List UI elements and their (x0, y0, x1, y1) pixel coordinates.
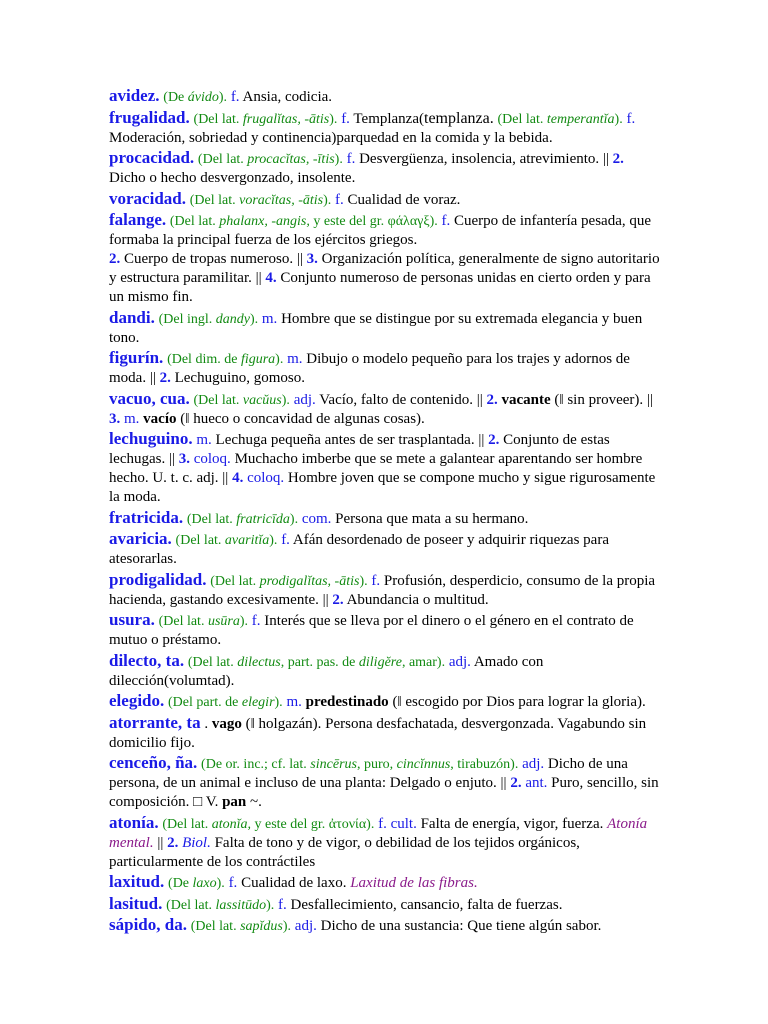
etymology-term: lassitūdo (215, 897, 267, 913)
etymology-term (212, 817, 251, 832)
etymology-text: ). (282, 919, 292, 934)
definition-text: Afán desordenado de poseer y adquirir riquezas para atesorarlas. (109, 532, 609, 567)
dictionary-entry (109, 348, 661, 388)
etymology-term: temperantĭa (546, 111, 615, 127)
etymology-term (236, 512, 290, 527)
etymology-term (208, 614, 240, 629)
etymology-term: diligĕre (358, 654, 402, 670)
grammar-label: m. (287, 351, 303, 367)
dictionary-entry (109, 915, 661, 936)
etymology-text: (Del lat. (186, 511, 237, 527)
entry-headword: prodigalidad. (109, 569, 207, 589)
grammar-label: f. (228, 875, 238, 891)
grammar-label: m. (196, 432, 212, 448)
etymology-text: (Del lat. (158, 614, 208, 629)
definition-text: Abundancia o multitud. (343, 591, 489, 608)
grammar-label: ant. (525, 775, 548, 791)
etymology-text: (Del lat. (193, 111, 243, 127)
entry-headword: fratricida. (109, 507, 184, 527)
grammar-label: m. (286, 694, 302, 710)
definition-text: Cuerpo de tropas numeroso. || (120, 251, 307, 267)
etymology-text: , part. pas. de (280, 654, 359, 670)
entry-headword: frugalidad. (109, 107, 190, 127)
entry-headword: atorrante, ta (109, 712, 201, 732)
grammar-label: f. (378, 815, 387, 832)
dictionary-entry (109, 813, 661, 872)
sense-number: 3. (306, 251, 318, 267)
entry-headword: elegido. (109, 691, 165, 710)
etymology-text: (Del lat. (162, 816, 212, 832)
etymology-term (216, 898, 267, 913)
etymology-text: ). (329, 111, 338, 127)
etymology-term (247, 152, 334, 167)
definition-text: (‖ hueco o concavidad de algunas cosas). (176, 410, 425, 427)
dictionary-entry (109, 189, 661, 210)
etymology-text: y este del gr. φάλαγξ). (309, 214, 438, 229)
definition-text: Interés que se lleva por el dinero o el género en el contrato de mutuo o préstamo. (109, 613, 634, 648)
etymology-term (216, 312, 250, 327)
etymology-term: fratricīda (236, 511, 290, 527)
grammar-label: m. (261, 310, 278, 327)
dictionary-entry (109, 570, 661, 610)
definition-text: Dicho o hecho desvergonzado, insolente. (109, 170, 356, 186)
grammar-label: f. (371, 572, 381, 589)
etymology-text: ). (269, 533, 278, 548)
definition-text: Templanza( (349, 110, 424, 127)
sense-number: 2. (510, 775, 522, 791)
etymology-text: ). (218, 90, 228, 105)
grammar-label: adj. (294, 918, 317, 934)
grammar-label: f. (230, 89, 240, 105)
dictionary-entry (109, 508, 661, 529)
etymology-term (219, 214, 310, 229)
cross-reference: pan (222, 794, 247, 810)
definition-text: Falta de energía, vigor, fuerza. (416, 815, 608, 832)
etymology-term (242, 695, 275, 710)
etymology-term: sapĭdus (240, 919, 283, 934)
sense-number: 3. (109, 410, 121, 427)
cross-reference: vago (211, 715, 242, 732)
grammar-label: f. (335, 191, 344, 208)
entry-headword: lechuguino. (109, 429, 193, 448)
etymology-term: atonĭa, (211, 816, 251, 832)
etymology-term (240, 919, 283, 934)
definition-text: Moderación, sobriedad y continencia)parquedad en la comida y la bebida. (109, 129, 553, 146)
grammar-label: f. (341, 110, 350, 127)
etymology-term: vacŭus (242, 392, 282, 408)
etymology-text: , amar). (401, 654, 446, 670)
etymology-term (547, 112, 615, 127)
etymology-term (243, 393, 282, 408)
entry-headword: vacuo, cua. (109, 388, 190, 408)
etymology-text: (Del lat. (166, 897, 216, 913)
definition-text: Organización política, generalmente de signo autoritario y estructura paramilitar. || (109, 251, 660, 286)
etymology-text: (Del lat. (187, 654, 238, 670)
example-phrase: Laxitud de las fibras. (350, 875, 478, 891)
cross-reference: predestinado (305, 694, 389, 710)
entry-headword: falange. (109, 210, 167, 229)
dictionary-entry (109, 86, 661, 107)
etymology-term (359, 655, 402, 670)
entry-headword: avaricia. (109, 529, 172, 548)
grammar-label: f. (278, 896, 287, 913)
grammar-label: f. (441, 213, 451, 229)
etymology-text: (Del ingl. (158, 311, 216, 327)
etymology-text: (Del lat. (169, 214, 220, 229)
etymology-term: prodigalĭtas, -ātis (259, 573, 360, 589)
definition-text: Amado con dilección(volumtad). (109, 653, 544, 689)
grammar-label: adj. (522, 756, 545, 772)
etymology-text: , puro, (356, 757, 397, 772)
definition-text: Hombre joven que se compone mucho y sigue rigurosamente la moda. (109, 470, 656, 505)
etymology-text: (Del lat. (497, 111, 547, 127)
definition-text: Puro, sencillo, sin composición. □ V. (109, 775, 659, 810)
sense-number: 4. (232, 470, 244, 486)
etymology-term (310, 757, 357, 772)
definition-text: Lechuguino, gomoso. (170, 370, 305, 386)
dictionary-entry (109, 148, 661, 188)
definition-text: Vacío, falto de contenido. || (315, 391, 487, 408)
dictionary-entry (109, 529, 661, 569)
entry-headword: laxitud. (109, 872, 165, 891)
sense-number: 4. (265, 270, 277, 286)
etymology-term: cincĭnnus (396, 757, 451, 772)
entry-headword: dandi. (109, 307, 155, 327)
definition-text: Cualidad de laxo. (237, 875, 351, 891)
etymology-term (243, 112, 329, 127)
grammar-label: adj. (448, 653, 471, 670)
etymology-term: avaritĭa (224, 533, 270, 548)
entry-headword: procacidad. (109, 148, 195, 167)
etymology-text: (De (163, 90, 188, 105)
definition-text: Dibujo o modelo pequeño para los trajes y adornos de moda. || (109, 351, 630, 386)
grammar-label: f. (251, 613, 261, 629)
etymology-text: (Del lat. (193, 392, 243, 408)
etymology-text: , tirabuzón). (450, 757, 519, 772)
definition-text: Desvergüenza, insolencia, atrevimiento. || (355, 151, 613, 167)
definition-text: Cualidad de voraz. (343, 191, 461, 208)
etymology-text: (De or. inc.; cf. lat. (201, 757, 311, 772)
domain-label (182, 835, 211, 851)
definition-text: Muchacho imberbe que se mete a galantear aparentando ser hombre hecho. U. t. c. adj. || (109, 451, 643, 486)
dictionary-entry (109, 308, 661, 348)
etymology-text: ). (281, 392, 290, 408)
etymology-term: phalanx, -angis, (219, 214, 310, 229)
etymology-text: (Del lat. (189, 192, 240, 208)
etymology-term (397, 757, 451, 772)
cross-reference: vacío (143, 410, 177, 427)
domain-label: Biol. (182, 834, 211, 851)
etymology-term: figura (240, 352, 276, 367)
grammar-label: coloq. (247, 470, 285, 486)
dictionary-entry (109, 713, 661, 753)
dictionary-entry (109, 210, 661, 307)
definition-text: Dicho de una persona, de un animal e incluso de una planta: Delgado o enjuto. || (109, 756, 628, 791)
dictionary-entry (109, 610, 661, 650)
grammar-label: cult. (390, 815, 417, 832)
grammar-label: com. (301, 510, 332, 527)
etymology-term (225, 533, 269, 548)
dictionary-entry (109, 894, 661, 915)
etymology-text: ). (216, 876, 225, 891)
etymology-text: (Del part. de (168, 695, 242, 710)
dictionary-entry (109, 753, 661, 812)
etymology-text: ). (274, 695, 283, 710)
definition-text: Profusión, desperdicio, consumo de la propia hacienda, gastando excesivamente. || (109, 572, 656, 608)
grammar-label: m. (124, 410, 140, 427)
sense-number: 3. (178, 451, 190, 467)
entry-headword: avidez. (109, 86, 160, 105)
example-phrase: Atonía mental. (109, 815, 648, 851)
sense-number: 2. (159, 370, 171, 386)
definition-text: ~. (246, 794, 262, 810)
entry-headword: sápido, da. (109, 915, 187, 934)
etymology-text: (Del dim. de (167, 352, 241, 367)
etymology-term: voracĭtas, -ātis (239, 192, 324, 208)
etymology-text: ). (239, 614, 249, 629)
etymology-term (260, 574, 360, 589)
definition-text: . (204, 715, 212, 732)
etymology-term (188, 90, 219, 105)
definition-text: Persona que mata a su hermano. (331, 510, 529, 527)
etymology-text: ). (323, 192, 332, 208)
etymology-term: procacĭtas, -ītis (247, 152, 335, 167)
etymology-term: sincērus (310, 757, 357, 772)
definition-text: || (153, 834, 168, 851)
definition-text: Conjunto de estas lechugas. || (109, 432, 610, 467)
dictionary-entry (109, 389, 661, 429)
grammar-label: f. (626, 110, 636, 127)
entry-headword: dilecto, ta. (109, 650, 185, 670)
etymology-term: dandy (215, 311, 250, 327)
sense-number: 2. (109, 251, 121, 267)
etymology-text: (Del lat. (210, 573, 260, 589)
dictionary-entry (109, 691, 661, 712)
etymology-term: ávido (187, 90, 219, 105)
etymology-text: y este del gr. ἀτονία). (251, 816, 375, 832)
definition-text: Desfallecimiento, cansancio, falta de fuerzas. (286, 896, 563, 913)
grammar-label: coloq. (193, 451, 231, 467)
grammar-label: adj. (293, 391, 316, 408)
etymology-text: ). (249, 311, 259, 327)
etymology-term: frugalĭtas, -ātis (242, 111, 330, 127)
definition-text: Conjunto numeroso de personas unidas en cierto orden y para un mismo fin. (109, 270, 651, 305)
inserted-headword: templanza. (424, 109, 494, 127)
dictionary-entry (109, 108, 661, 148)
dictionary-entry (109, 429, 661, 507)
sense-number: 2. (332, 591, 344, 608)
entry-headword: lasitud. (109, 893, 163, 913)
sense-number: 2. (486, 391, 498, 408)
etymology-text: ). (289, 511, 299, 527)
grammar-label: f. (281, 532, 290, 548)
etymology-term: usūra (207, 614, 240, 629)
etymology-text: (Del lat. (175, 533, 225, 548)
definition-text: (‖ holgazán). Persona desfachatada, desvergonzada. Vagabundo sin domicilio fijo. (109, 715, 647, 751)
etymology-text: (Del lat. (197, 152, 248, 167)
entry-headword: atonía. (109, 812, 159, 832)
dictionary-entry (109, 872, 661, 893)
definition-text: Cuerpo de infantería pesada, que formaba la principal fuerza de los ejércitos griegos. (109, 213, 652, 248)
definition-text: Lechuga pequeña antes de ser trasplantada. || (211, 432, 489, 448)
sense-number: 2. (167, 834, 179, 851)
dictionary-entry (109, 651, 661, 691)
etymology-term (193, 876, 217, 891)
etymology-text: ). (266, 897, 275, 913)
etymology-text: ). (614, 111, 623, 127)
etymology-term: elegir (241, 695, 275, 710)
definition-text: Dicho de una sustancia: Que tiene algún sabor. (316, 918, 602, 934)
etymology-term (237, 655, 281, 670)
entry-headword: usura. (109, 610, 155, 629)
definition-text: Ansia, codicia. (239, 89, 333, 105)
definition-text: (‖ sin proveer). || (550, 391, 653, 408)
sense-number: 2. (612, 151, 624, 167)
etymology-text: ). (275, 352, 284, 367)
definition-text: (‖ escogido por Dios para lograr la gloria). (388, 694, 646, 710)
cross-reference: vacante (501, 391, 551, 408)
definition-text: Falta de tono y de vigor, o debilidad de los tejidos orgánicos, particularmente de los contráctiles (109, 834, 580, 870)
etymology-text: ). (359, 573, 368, 589)
grammar-label: f. (346, 151, 356, 167)
etymology-text: ). (334, 152, 343, 167)
entry-headword: voracidad. (109, 188, 186, 208)
etymology-term: laxo (192, 876, 217, 891)
dictionary-document (109, 86, 661, 937)
etymology-text: (Del lat. (190, 919, 241, 934)
etymology-term (239, 193, 323, 208)
entry-headword: figurín. (109, 348, 164, 367)
entry-headword: cenceño, ña. (109, 753, 198, 772)
etymology-term (241, 352, 275, 367)
sense-number: 2. (488, 432, 500, 448)
definition-text: Hombre que se distingue por su extremada elegancia y buen tono. (109, 310, 643, 346)
etymology-text: (De (168, 876, 193, 891)
etymology-term: dilectus (237, 654, 281, 670)
